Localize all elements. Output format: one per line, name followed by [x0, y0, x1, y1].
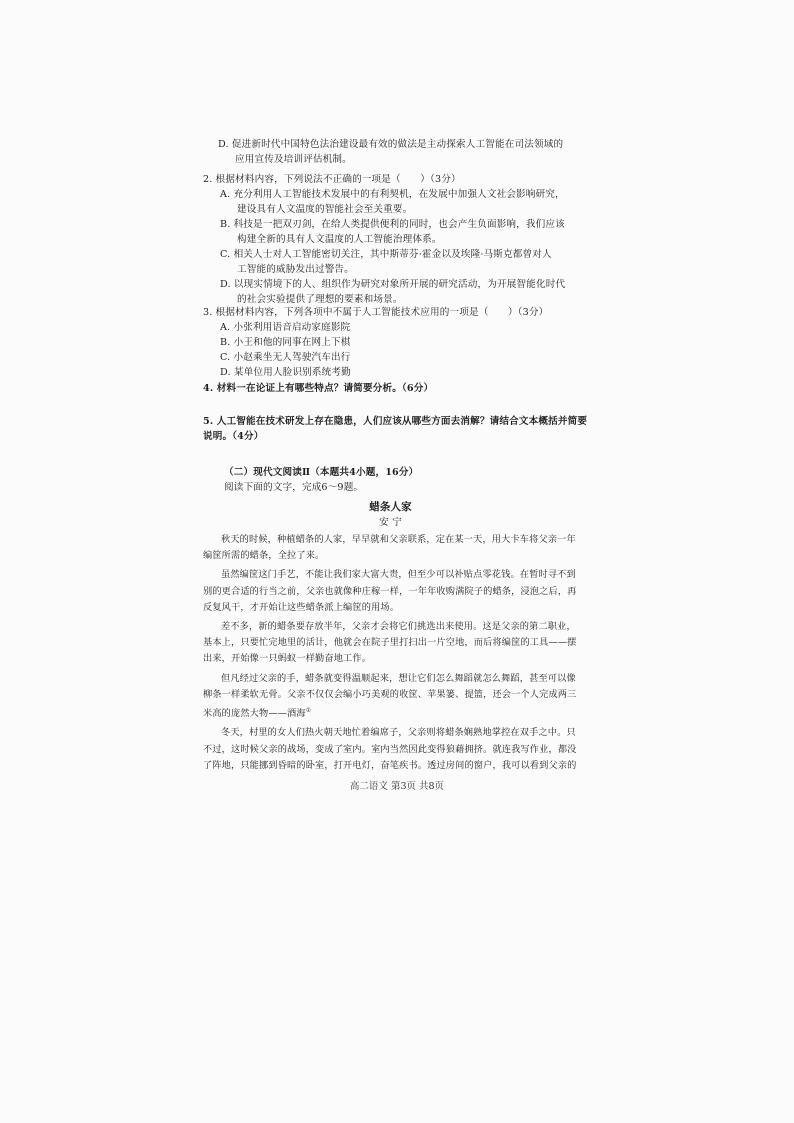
- page-footer: 高二语文 第3页 共8页: [349, 781, 445, 792]
- question-stem: 4. 材料一在论证上有哪些特点？请简要分析。（6分）: [203, 383, 434, 394]
- article-line: 米高的庞然大物——酒海: [203, 708, 306, 720]
- option-text: 的社会实验提供了理想的要素和场景。: [237, 294, 403, 305]
- option-label: C.: [220, 249, 231, 260]
- option-text: D. 某单位用人脸识别系统考勤: [220, 367, 351, 378]
- article-line: 秋天的时候，种植蜡条的人家，早早就和父亲联系，定在某一天，用大卡车将父亲一年: [221, 534, 576, 545]
- question-5: [203, 414, 587, 444]
- article-title: 蜡条人家: [369, 501, 412, 513]
- option-text: 构建全新的具有人文温度的人工智能治理体系。: [237, 234, 442, 245]
- article-author: 安 宁: [379, 517, 402, 528]
- section-heading: （二）现代文阅读Ⅱ（本题共4小题，16分）: [224, 467, 419, 478]
- question-stem: 3. 根据材料内容，下列各项中不属于人工智能技术应用的一项是（ ）（3分）: [203, 307, 549, 318]
- question-stem: 说明。（4分）: [203, 431, 264, 442]
- article-line: 基本上，只要忙完地里的活计，他就会在院子里打扫出一片空地，而后将编筐的工具——摆: [203, 637, 577, 649]
- article-line: 冬天，村里的女人们热火朝天地忙着编席子，父亲则将蜡条娴熟地掌控在双手之中。只: [221, 727, 576, 739]
- option-text: A. 小张利用语音启动家庭影院: [220, 322, 351, 333]
- article-line: 出来，开始像一只蚂蚁一样勤奋地工作。: [203, 653, 372, 665]
- article-line: 差不多，新的蜡条要存放半年，父亲才会将它们挑选出来使用。这是父亲的第二职业，: [221, 621, 576, 633]
- question-2: [203, 172, 461, 187]
- q1-option-d: [218, 137, 563, 167]
- question-3: [203, 305, 548, 320]
- article-line: 不过，这时候父亲的战场，变成了室内。室内当然因此变得狼藉拥挤。就连我写作业，都没: [203, 743, 577, 755]
- option-text: 建设具有人文温度的智能社会至关重要。: [237, 204, 413, 215]
- article-body: [203, 532, 583, 774]
- option-label: A.: [220, 189, 231, 200]
- option-label: D.: [218, 139, 229, 150]
- article-line: 柳条一样柔软无骨。父亲不仅仅会编小巧美观的收筐、苹果篓、提篮，还会一个人完成两三: [203, 688, 577, 700]
- option-text: 应用宣传及培训评估机制。: [235, 154, 352, 165]
- section-2-heading-block: [224, 465, 418, 495]
- option-text: 充分利用人工智能技术发展中的有利契机，在发展中加强人文社会影响研究，: [233, 189, 565, 200]
- option-text: 以现实情境下的人、组织作为研究对象所开展的研究活动，为开展智能化时代: [233, 279, 566, 290]
- option-text: 相关人士对人工智能密切关注，其中斯蒂芬·霍金以及埃隆·马斯克都曾对人: [233, 249, 552, 260]
- footnote-marker: ①: [305, 707, 312, 715]
- option-label: D.: [220, 279, 231, 290]
- option-text: C. 小赵乘坐无人驾驶汽车出行: [220, 352, 351, 363]
- article-line: 了阵地，只能挪到昏暗的卧室，打开电灯，奋笔疾书。透过房间的窗户，我可以看到父亲的: [203, 759, 577, 771]
- article-line: 编筐所需的蜡条，全拉了来。: [203, 550, 325, 562]
- option-text: 工智能的威胁发出过警告。: [237, 264, 354, 275]
- option-label: B.: [220, 219, 231, 230]
- article-line: 虽然编筐这门手艺，不能让我们家大富大贵，但至少可以补贴点零花钱。在暂时寻不到: [221, 569, 576, 581]
- article-line: 别的更合适的行当之前，父亲也就像种庄稼一样，一年年收购满院子的蜡条，浸泡之后，再: [203, 585, 577, 597]
- section-instruction: 阅读下面的文字，完成6～9题。: [224, 482, 364, 493]
- option-text: B. 小王和他的同事在网上下棋: [220, 337, 351, 348]
- article-line: 但凡经过父亲的手，蜡条就变得温顺起来，想让它们怎么舞蹈就怎么舞蹈，甚至可以像: [221, 672, 576, 684]
- article-line: 反复风干，才开始让这些蜡条派上编筐的用场。: [203, 601, 400, 613]
- question-4: [203, 381, 433, 396]
- option-text: 科技是一把双刃剑，在给人类提供便利的同时，也会产生负面影响，我们应该: [233, 219, 565, 230]
- question-stem: 2. 根据材料内容，下列说法不正确的一项是（ ）（3分）: [203, 174, 461, 185]
- option-text: 促进新时代中国特色法治建设最有效的做法是主动探索人工智能在司法领域的: [231, 139, 564, 150]
- question-stem: 5. 人工智能在技术研发上存在隐患，人们应该从哪些方面去消解？请结合文本概括并简要: [203, 416, 588, 427]
- question-2-options: [220, 187, 565, 307]
- question-3-options: [220, 320, 351, 380]
